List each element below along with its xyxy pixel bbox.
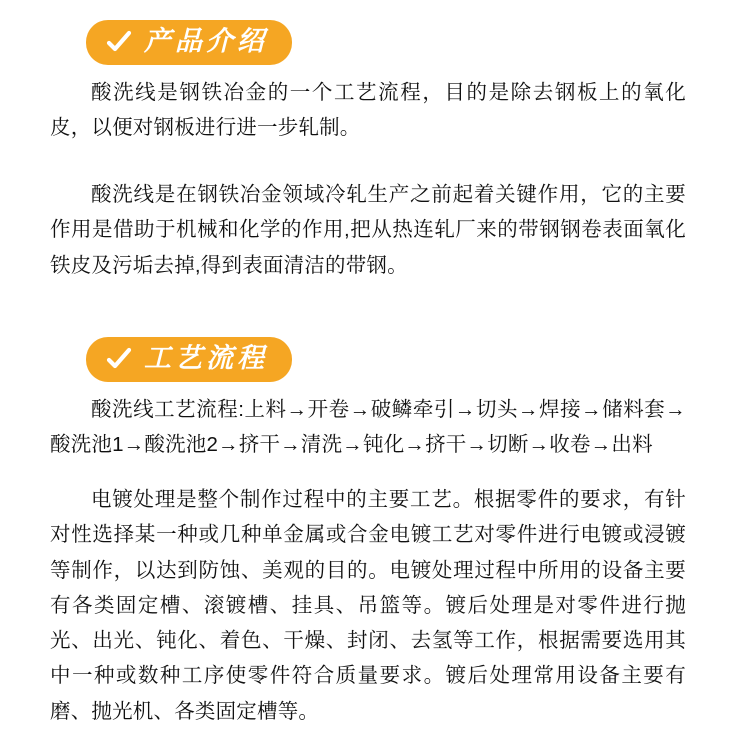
section-body-product-intro [48, 75, 688, 283]
process-flow-paragraph: 酸洗线工艺流程:上料→开卷→破鳞牵引→切头→焊接→储料套→酸洗池1→酸洗池2→挤干→清洗→钝化→挤干→切断→收卷→出料 [50, 397, 686, 456]
paragraph: 酸洗线是在钢铁冶金领域冷轧生产之前起着关键作用，它的主要作用是借助于机械和化学的作用,把从热连轧厂来的带钢钢卷表面氧化铁皮及污垢去掉,得到表面清洁的带钢。 [50, 183, 686, 277]
section-heading-label: 产品介绍 [144, 26, 268, 56]
check-icon [106, 29, 132, 55]
paragraph: 电镀处理是整个制作过程中的主要工艺。根据零件的要求，有针对性选择某一种或几种单金属或合金电镀工艺对零件进行电镀或浸镀等制作，以达到防蚀、美观的目的。电镀处理过程中所用的设备主要有各类固定槽、滚镀槽、挂具、吊篮等。镀后处理是对零件进行抛光、出光、钝化、着色、干燥、封闭、去氢等工作，根据需要选用其中一种或数种工序使零件符合质量要求。镀后处理常用设备主要有磨、抛光机、各类固定槽等。 [50, 488, 686, 723]
section-heading-process-flow [86, 337, 292, 382]
paragraph-spacer [50, 163, 686, 177]
section-body-process-flow [48, 392, 688, 729]
check-icon [106, 346, 132, 372]
section-heading-product-intro [86, 20, 292, 65]
section-heading-label: 工艺流程 [144, 342, 268, 373]
paragraph: 酸洗线是钢铁冶金的一个工艺流程，目的是除去钢板上的氧化皮，以便对钢板进行进一步轧制。 [50, 80, 686, 139]
